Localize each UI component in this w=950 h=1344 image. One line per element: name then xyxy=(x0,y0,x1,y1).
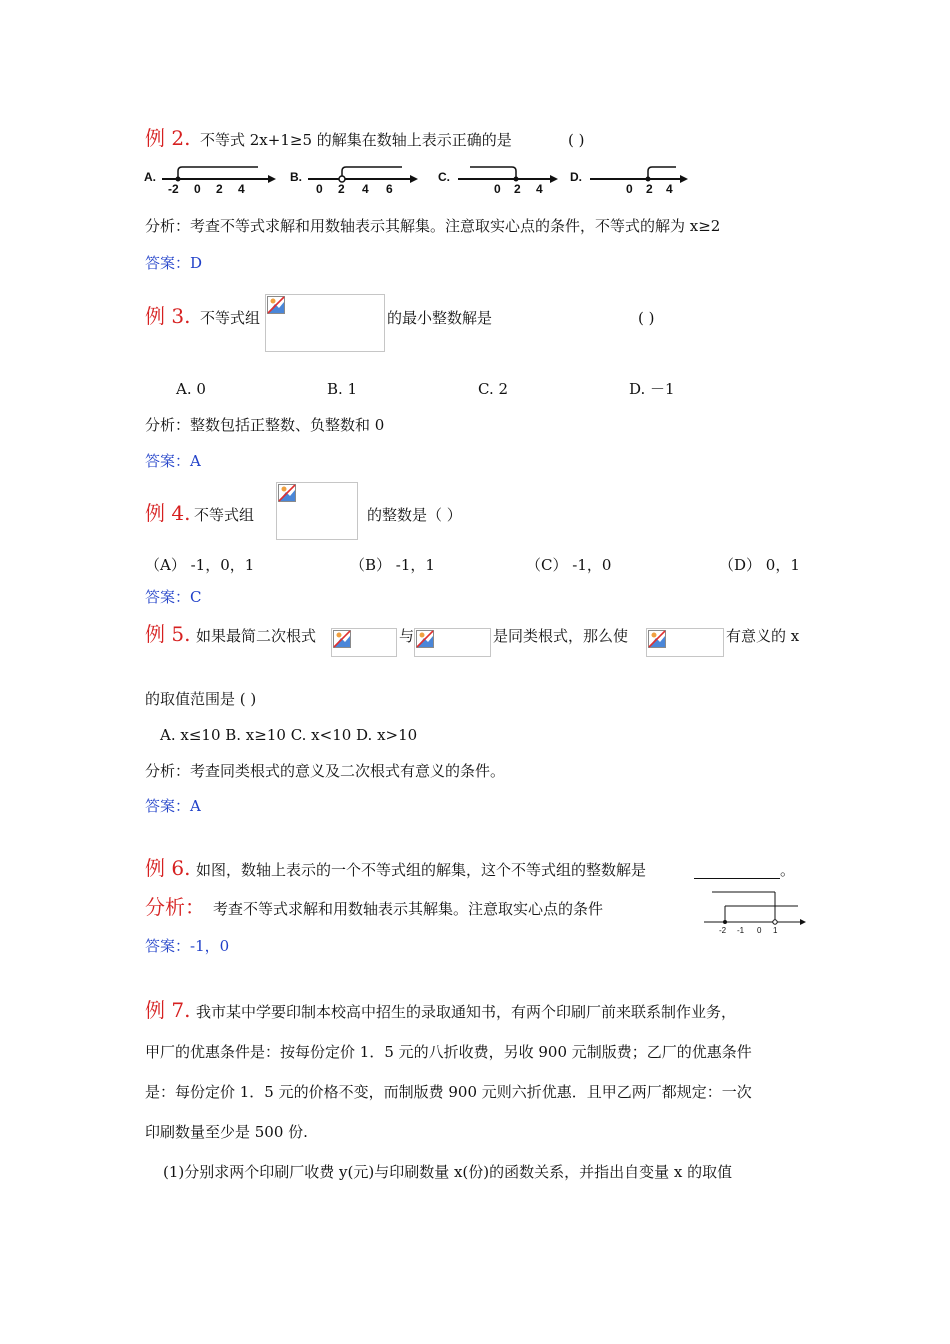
svg-text:-1: -1 xyxy=(737,926,745,935)
choice-c: C. 2 xyxy=(478,380,509,398)
example-3-after: 的最小整数解是 xyxy=(387,309,493,327)
radical-image-1 xyxy=(331,628,397,657)
example-5-line-2: 的取值范围是 ( ) xyxy=(145,690,257,708)
broken-image-icon xyxy=(648,630,666,648)
example-6-analysis-label: 分析： xyxy=(145,895,205,919)
choice-a: A. 0 xyxy=(176,380,206,398)
broken-image-icon xyxy=(278,484,296,502)
svg-text:2: 2 xyxy=(338,182,345,196)
example-7-label: 例 7. xyxy=(145,998,191,1022)
svg-text:0: 0 xyxy=(194,182,201,196)
example-5-analysis: 分析：考查同类根式的意义及二次根式有意义的条件。 xyxy=(145,762,506,780)
example-5-label: 例 5. xyxy=(145,622,191,646)
svg-text:0: 0 xyxy=(494,182,501,196)
example-6-label: 例 6. xyxy=(145,856,191,880)
choice-a: （A） -1，0，1 xyxy=(145,556,255,574)
answer-paren: ( ) xyxy=(568,131,585,149)
choice-d: （D） 0，1 xyxy=(719,556,800,574)
svg-text:2: 2 xyxy=(216,182,223,196)
svg-text:4: 4 xyxy=(666,182,673,196)
option-c-letter: C. xyxy=(438,170,450,184)
example-2-analysis: 分析：考查不等式求解和用数轴表示其解集。注意取实心点的条件，不等式的解为 x≥2 xyxy=(145,217,721,235)
example-5-text-3: 是同类根式，那么使 xyxy=(493,627,629,645)
svg-text:0: 0 xyxy=(626,182,633,196)
example-5-text-4: 有意义的 x xyxy=(726,627,800,645)
example-5-text-1: 如果最简二次根式 xyxy=(196,627,317,645)
answer-paren: ( ) xyxy=(638,309,655,327)
example-6-end: 。 xyxy=(780,861,796,879)
option-b-letter: B. xyxy=(290,170,302,184)
option-d-point xyxy=(646,177,651,182)
example-7-line-2: 甲厂的优惠条件是：按每份定价 1．5 元的八折收费，另收 900 元制版费；乙厂的优惠条件 xyxy=(145,1043,752,1061)
example-5-text-2: 与 xyxy=(399,627,415,645)
example-3-analysis: 分析：整数包括正整数、负整数和 0 xyxy=(145,416,385,434)
example-7-line-1: 我市某中学要印制本校高中招生的录取通知书，有两个印刷厂前来联系制作业务， xyxy=(196,1003,737,1021)
example-2-label: 例 2. xyxy=(145,126,191,150)
svg-text:4: 4 xyxy=(362,182,369,196)
example-5-answer: 答案：A xyxy=(145,797,201,815)
broken-image-icon xyxy=(267,296,285,314)
example-3-label: 例 3. xyxy=(145,304,191,328)
svg-text:2: 2 xyxy=(646,182,653,196)
choice-b: （B） -1，1 xyxy=(350,556,435,574)
example-4-after: 的整数是（ ） xyxy=(367,506,462,524)
svg-text:4: 4 xyxy=(536,182,543,196)
example-3-answer: 答案：A xyxy=(145,452,201,470)
option-a-point xyxy=(176,177,181,182)
choice-b: B. 1 xyxy=(327,380,358,398)
example-5-choices: A. x≤10 B. x≥10 C. x<10 D. x>10 xyxy=(160,726,418,744)
option-b-range xyxy=(342,167,402,179)
svg-text:0: 0 xyxy=(316,182,323,196)
svg-text:4: 4 xyxy=(238,182,245,196)
option-c-range xyxy=(470,167,516,179)
radical-image-2 xyxy=(414,628,491,657)
broken-image-icon xyxy=(416,630,434,648)
svg-text:0: 0 xyxy=(757,926,762,935)
option-a-letter: A. xyxy=(144,170,156,184)
option-a-range xyxy=(178,167,258,179)
radical-image-3 xyxy=(646,628,724,657)
example-6-answer: 答案：-1，0 xyxy=(145,937,230,955)
solution-number-line xyxy=(700,884,810,936)
example-2-answer: 答案：D xyxy=(145,254,203,272)
svg-text:1: 1 xyxy=(773,926,778,935)
choice-d: D. －1 xyxy=(629,380,675,398)
hollow-point xyxy=(773,920,777,924)
example-6-question: 如图，数轴上表示的一个不等式组的解集，这个不等式组的整数解是 xyxy=(196,861,647,879)
svg-text:-2: -2 xyxy=(168,182,179,196)
option-d-range xyxy=(648,167,676,179)
svg-text:6: 6 xyxy=(386,182,393,196)
solid-point xyxy=(723,920,727,924)
svg-text:2: 2 xyxy=(514,182,521,196)
example-4-before: 不等式组 xyxy=(194,506,255,524)
example-4-answer: 答案：C xyxy=(145,588,202,606)
option-d-letter: D. xyxy=(570,170,582,184)
example-7-line-3: 是：每份定价 1．5 元的价格不变，而制版费 900 元则六折优惠．且甲乙两厂都规定：一次 xyxy=(145,1083,752,1101)
example-7-question-1: (1)分别求两个印刷厂收费 y(元)与印刷数量 x(份)的函数关系，并指出自变量 x 的取值 xyxy=(163,1163,733,1181)
answer-blank xyxy=(694,860,780,879)
inequality-system-image xyxy=(265,294,385,352)
number-line-options xyxy=(140,160,700,196)
example-7-line-4: 印刷数量至少是 500 份. xyxy=(145,1123,308,1141)
example-3-before: 不等式组 xyxy=(200,309,261,327)
svg-text:-2: -2 xyxy=(719,926,727,935)
choice-c: （C） -1，0 xyxy=(526,556,612,574)
broken-image-icon xyxy=(333,630,351,648)
example-2-question: 不等式 2x+1≥5 的解集在数轴上表示正确的是 xyxy=(200,131,512,149)
example-6-analysis: 考查不等式求解和用数轴表示其解集。注意取实心点的条件 xyxy=(213,900,604,918)
example-4-label: 例 4. xyxy=(145,501,191,525)
inequality-system-image xyxy=(276,482,358,540)
option-c-point xyxy=(514,177,519,182)
